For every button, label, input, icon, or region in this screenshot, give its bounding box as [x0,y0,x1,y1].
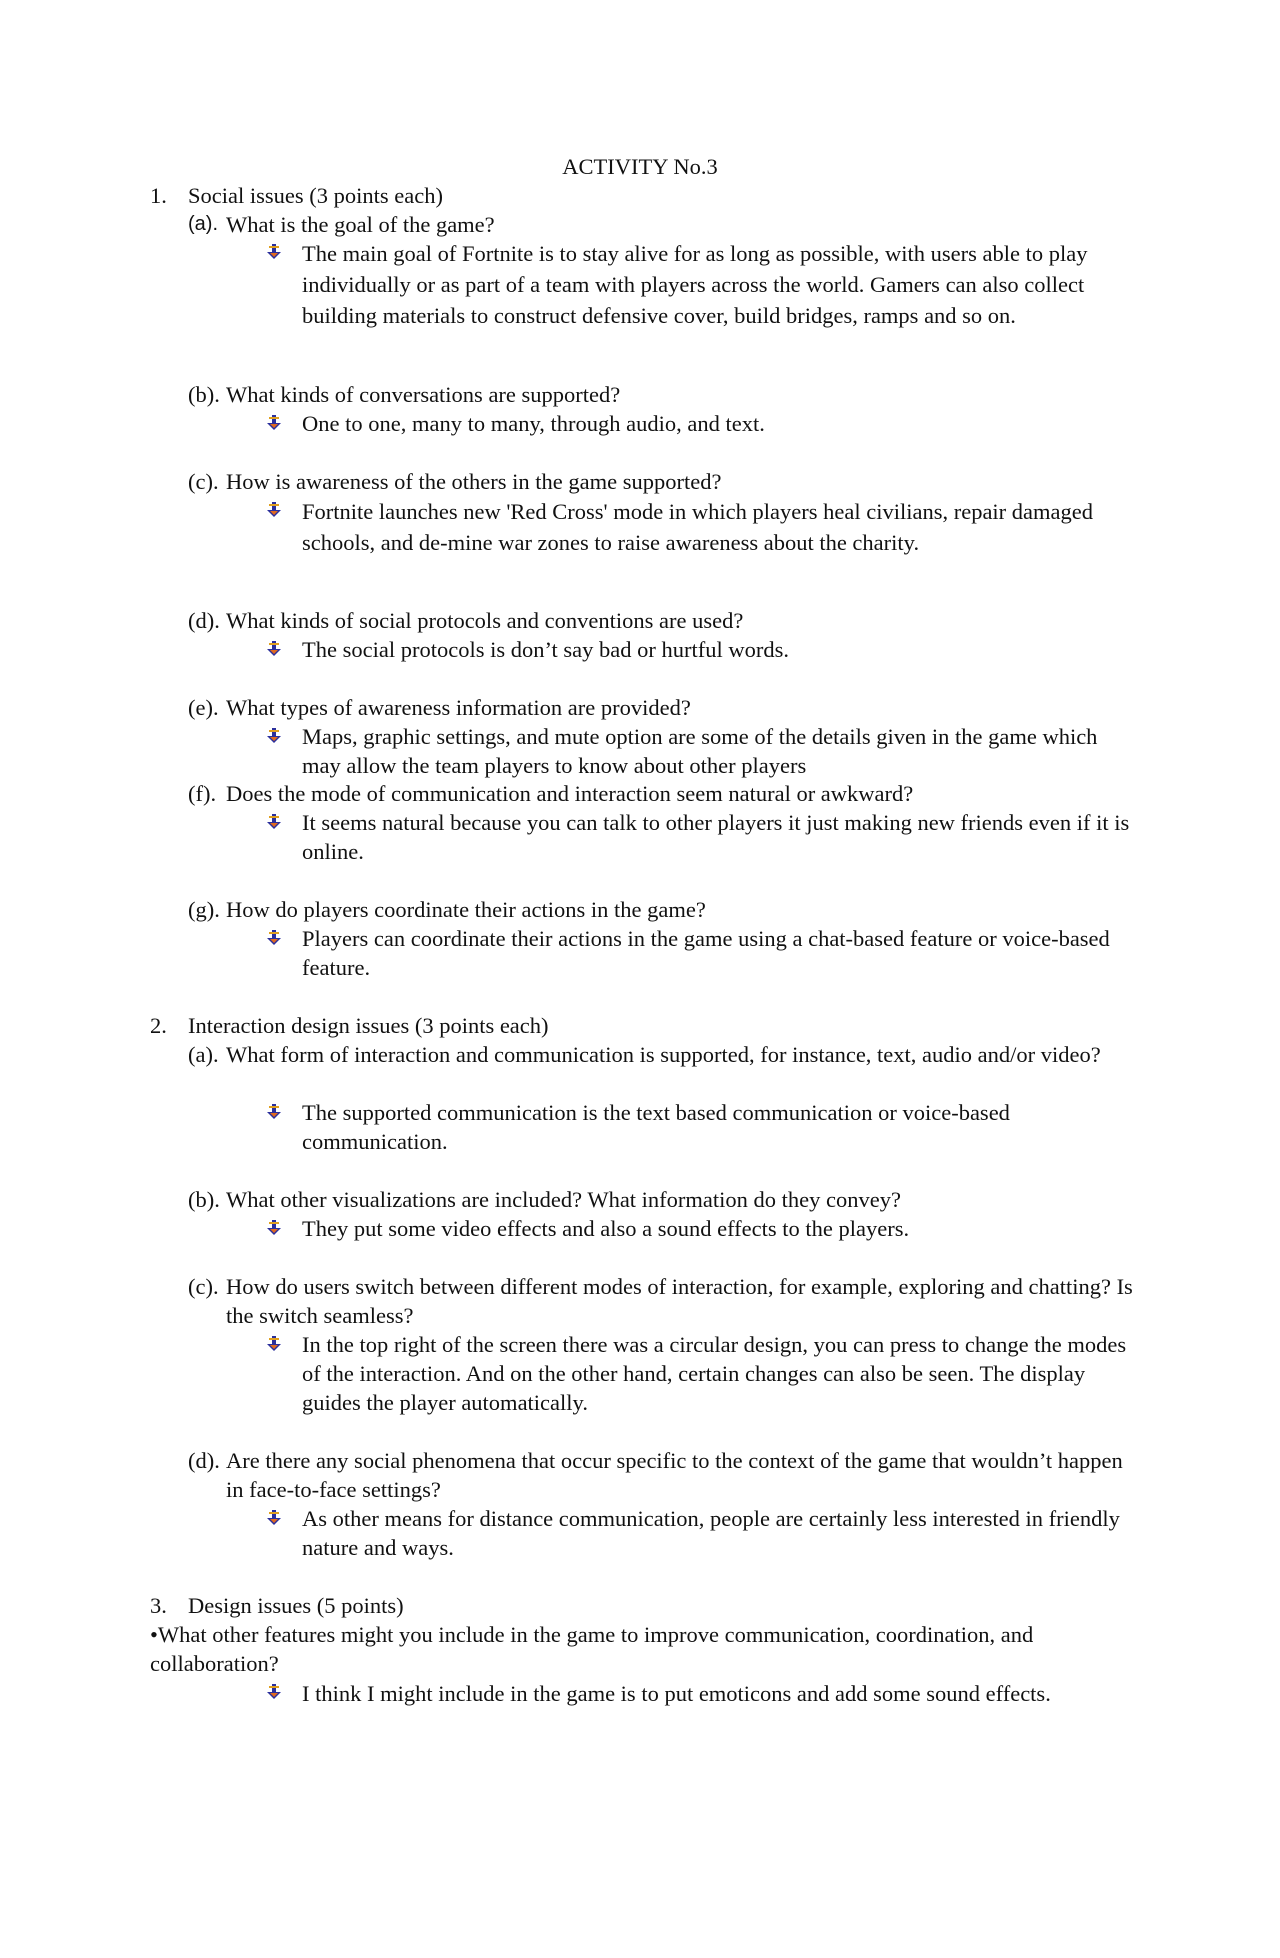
answer-text: Fortnite launches new 'Red Cross' mode in which players heal civilians, repair damaged schools, and de-mine war zones to raise awareness about the charity. [302,499,1094,555]
question [188,1040,1138,1069]
section-heading [150,1591,404,1620]
answer [266,496,1138,558]
question [188,210,1138,239]
section-heading [150,1011,549,1040]
section-heading [150,181,443,210]
answer-text: One to one, many to many, through audio, and text. [302,411,765,436]
answer-text: They put some video effects and also a sound effects to the players. [302,1216,910,1241]
question-text: What is the goal of the game? [226,212,495,237]
question [188,606,1138,635]
question [188,693,1138,722]
question-text: How is awareness of the others in the game supported? [226,469,722,494]
answer [266,238,1138,331]
answer [266,924,1138,982]
question [188,895,1138,924]
question-label: (d). [188,608,220,633]
section-number: 1. [150,183,167,208]
answer-text: It seems natural because you can talk to other players it just making new friends even if it is online. [302,810,1130,864]
question-text: What kinds of conversations are supported? [226,382,621,407]
arrow-down-bullet-icon [266,1220,282,1236]
question-text: What kinds of social protocols and conventions are used? [226,608,744,633]
arrow-down-bullet-icon [266,502,282,518]
page-title: ACTIVITY No.3 [562,154,718,179]
question-text: How do players coordinate their actions in the game? [226,897,706,922]
arrow-down-bullet-icon [266,930,282,946]
answer [266,1214,1138,1243]
answer-text: Maps, graphic settings, and mute option are some of the details given in the game which may allow the team players to know about other players [302,724,1098,778]
answer-text: The main goal of Fortnite is to stay alive for as long as possible, with users able to play individually or as part of a team with players across the world. Gamers can also collect building materials to construct defensive cover, build bridges, ramps and so on. [302,241,1088,328]
arrow-down-bullet-icon [266,1104,282,1120]
section-prompt: •What other features might you include in the game to improve communication, coordination, and collaboration? [150,1622,1034,1676]
arrow-down-bullet-icon [266,1336,282,1352]
question-text: How do users switch between different modes of interaction, for example, exploring and chatting? Is the switch seamless? [226,1274,1133,1328]
question-label: (d). [188,1448,220,1473]
question-label: (g). [188,897,220,922]
question-text: Are there any social phenomena that occur specific to the context of the game that wouldn’t happen in face-to-face settings? [226,1448,1123,1502]
arrow-down-bullet-icon [266,814,282,830]
answer [266,1678,1138,1709]
arrow-down-bullet-icon [266,728,282,744]
question [188,1446,1138,1504]
answer [266,1330,1138,1417]
question-label: (e). [188,695,219,720]
question [188,1185,1138,1214]
answer [266,722,1138,780]
answer-text: The supported communication is the text based communication or voice-based communication. [302,1100,1010,1154]
answer-text: As other means for distance communication, people are certainly less interested in friendly nature and ways. [302,1506,1120,1560]
answer [266,808,1138,866]
question-label: (c). [188,469,219,494]
question-text: What form of interaction and communication is supported, for instance, text, audio and/or video? [226,1042,1101,1067]
question-text: What types of awareness information are provided? [226,695,691,720]
section-number: 3. [150,1593,167,1618]
question [188,779,1138,808]
question [188,1272,1138,1330]
arrow-down-bullet-icon [266,1510,282,1526]
answer-text: In the top right of the screen there was a circular design, you can press to change the modes of the interaction. And on the other hand, certain changes can also be seen. The display guides the player automatically. [302,1332,1127,1415]
arrow-down-bullet-icon [266,641,282,657]
question-label: (a). [188,213,218,235]
question-label: (b). [188,382,220,407]
question [188,467,1138,496]
arrow-down-bullet-icon [266,244,282,260]
answer [266,1504,1138,1562]
section-title: Social issues (3 points each) [188,183,443,208]
section-number: 2. [150,1013,167,1038]
question-text: What other visualizations are included? What information do they convey? [226,1187,901,1212]
question-label: (a). [188,1042,219,1067]
question-text: Does the mode of communication and interaction seem natural or awkward? [226,781,914,806]
answer [266,635,1138,664]
answer [266,1098,1138,1156]
question-label: (f). [188,781,217,806]
answer-text: I think I might include in the game is to put emoticons and add some sound effects. [302,1681,1051,1706]
section-title: Interaction design issues (3 points each) [188,1013,549,1038]
arrow-down-bullet-icon [266,415,282,431]
section-title: Design issues (5 points) [188,1593,404,1618]
question-label: (b). [188,1187,220,1212]
answer [266,409,1138,438]
question-label: (c). [188,1274,219,1299]
question [188,380,1138,409]
answer-text: Players can coordinate their actions in the game using a chat-based feature or voice-based feature. [302,926,1110,980]
answer-text: The social protocols is don’t say bad or hurtful words. [302,637,790,662]
arrow-down-bullet-icon [266,1684,282,1700]
